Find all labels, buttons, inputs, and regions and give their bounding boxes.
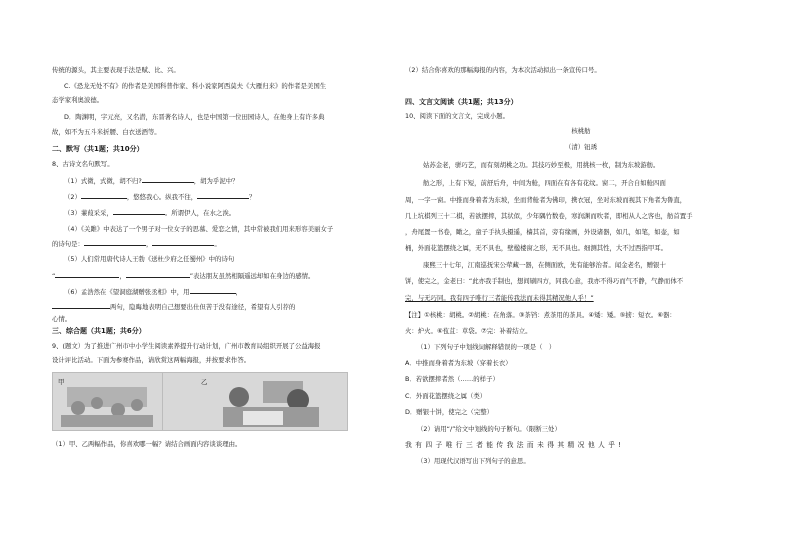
passage-line-underlined: 完，与无巧同。我有四子唯行三者能传我法而未得其精况他人乎！” [405, 294, 594, 302]
answer-blank[interactable] [113, 208, 165, 215]
q8-6-cont: 两句，隐晦地表明自己想要出仕但苦于没有途径，希望有人引荐的 [52, 302, 295, 312]
passage-author: （清）钮琇 [565, 143, 597, 151]
option-d-cont: 故，如不为五斗米折腰、白衣送酒等。 [52, 128, 161, 136]
answer-blank[interactable] [190, 287, 236, 294]
q10-1-option-c[interactable]: C．外面花篮摆绕之属（类） [405, 392, 487, 400]
q10-1-option-b[interactable]: B．若欲摆摔者然（……的样子） [405, 375, 499, 383]
passage-note-cont: 火：炉火。⑥苞苴：草袋。⑦完：补着结立。 [405, 327, 532, 335]
q9-2: （2）结合你喜欢的那幅海报的内容，为本次活动拟出一条宣传口号。 [405, 66, 601, 74]
q8-2: （2） ，悠悠我心。纵我不往， ？ [64, 193, 256, 201]
q8-1: （1）式微，式微，胡不归? ，胡为乎泥中？ [64, 177, 239, 185]
q8-5: （5）人们常用唐代诗人王勃《送杜少府之任蜀州》中的诗句 [64, 255, 235, 263]
question-8: 8、古诗文名句默写。 [52, 160, 114, 168]
q8-4-cont: 的诗句是： ， 。 [52, 240, 221, 248]
answer-blank[interactable] [126, 271, 190, 278]
question-9: 9、(题文）为了推进广州市中小学生阅读素养提升行动计划，广州市教育局组织开展了公益海报 [52, 342, 321, 350]
passage-line: 饼，使完之，金老曰：“此亦我手制也，想间刷四方，同我心意，我亦不得巧而气不静，气静而体不 [405, 277, 684, 285]
answer-blank[interactable] [142, 176, 194, 183]
answer-blank[interactable] [52, 302, 110, 309]
q10-1-option-d[interactable]: D．赠银十饼，使完之（完整） [405, 408, 493, 416]
q10-1: （1）下列句子中划线词解释错误的一项是（ ） [417, 343, 556, 351]
q10-2-sentence: 我 有 四 子 唯 行 三 者 能 传 我 法 而 未 得 其 精 况 他 人 乎 ! [405, 441, 622, 449]
option-c-cont: 态学家利奥波德。 [52, 96, 104, 104]
left-column [52, 0, 394, 550]
right-column [405, 0, 757, 550]
passage-line: 康熙三十七年，江南巡抚宋公荦藏一器，在侧面欧，先有能够治者。闻金老名，赠银十 [423, 261, 666, 269]
q9-1: （1）甲、乙两幅作品，你喜欢哪一幅？请结合画面内容谈谈理由。 [52, 440, 242, 448]
poster-b [162, 372, 348, 431]
passage-note: 【注】①核桃：胡桃。②胡桃：在角落。③茶铛：煮茶用的茶具。④矮：矮。⑤掳：短衣。⑥器： [405, 311, 676, 319]
text-line: 传统的源头，其主要表现手法是赋、比、兴。 [52, 66, 180, 74]
poster-a [52, 372, 164, 431]
poster-b-label: 乙 [201, 378, 208, 386]
poster-a-label: 甲 [58, 378, 65, 386]
question-9-cont: 设计评比活动。下面为参赛作品，请欣赏这两幅海报，并按要求作答。 [52, 356, 251, 364]
question-10: 10、阅读下面的文言文，完成小题。 [405, 112, 509, 120]
section-4-heading: 四、文言文阅读（共1题；共13分） [405, 98, 518, 106]
passage-line: 周，一字一窗。中推而身着者为东坡，坐而背舱者为佛印，携衣冠，坐对东坡而视其下角者为鲁直， [405, 196, 687, 204]
option-d: D．陶渊明，字元亮，又名潜，东晋著名诗人，也是中国第一位田园诗人，在他身上有许多典 [64, 113, 325, 121]
answer-blank[interactable] [81, 192, 127, 199]
answer-blank[interactable] [84, 239, 146, 246]
passage-line: 舫之形，上有下短，前舒后舟，中间为舱，四面在有各有花纹。窗二，开合自如舱四面 [423, 179, 666, 187]
section-2-heading: 二、默写（共1题；共10分） [52, 145, 144, 153]
q10-1-option-a[interactable]: A．中推而身着者为东坡（穿着长衣） [405, 359, 512, 367]
passage-line: ，舟尾置一书卷，瞰之，童子手执头摄遥，樯其首，旁有缘画，外设诸器，如几，如笔，如壶，如 [405, 228, 680, 236]
q10-2: （2）请用“/”给文中划线的句子断句。（限断三处） [417, 425, 561, 433]
q8-6-end: 心情。 [52, 315, 72, 323]
q10-3: （3）用现代汉语写出下列句子的意思。 [417, 457, 530, 465]
q8-5-cont: “ ， ”表达朋友虽然相隔遥远却如在身边的感情。 [52, 272, 315, 280]
passage-line: 几上坑棋列三十二棋，若欲摆摔，其状似，少年隅竹数卷，寒润渊而吹者，即相从人之客也，舫首置手 [405, 212, 693, 220]
q8-3: （3）蒹葭采采， 。所谓伊人，在水之涘。 [64, 209, 236, 217]
passage-title: 核桃舫 [571, 127, 591, 135]
q8-4: （4）《关雎》中表达了一个男子对一位女子的思慕、爱恋之情，其中常被我们用来形容美丽女子 [64, 225, 334, 233]
passage-line: 桶，外面花篮摆绕之属，无不具也，壁楹楼窗之形，无不具也。细测其性，大不过西指甲耳。 [405, 244, 668, 252]
section-3-heading: 三、综合题（共1题；共6分） [52, 327, 146, 335]
passage-line: 姑苏金老，骈巧艺，而有刻胡桃之功。其技巧妙至极，用挑核一枚，制为东坡游舫。 [423, 161, 660, 169]
answer-blank[interactable] [55, 271, 119, 278]
answer-blank[interactable] [197, 192, 249, 199]
option-c: C.《恐龙无处不有》的作者是美国科普作家、科小说家阿西莫夫《大雁归来》的作者是美国生 [64, 82, 327, 90]
answer-blank[interactable] [152, 239, 214, 246]
q8-6: （6）孟浩然在《望洞庭湖赠张丞相》中，用 ， [64, 288, 242, 296]
